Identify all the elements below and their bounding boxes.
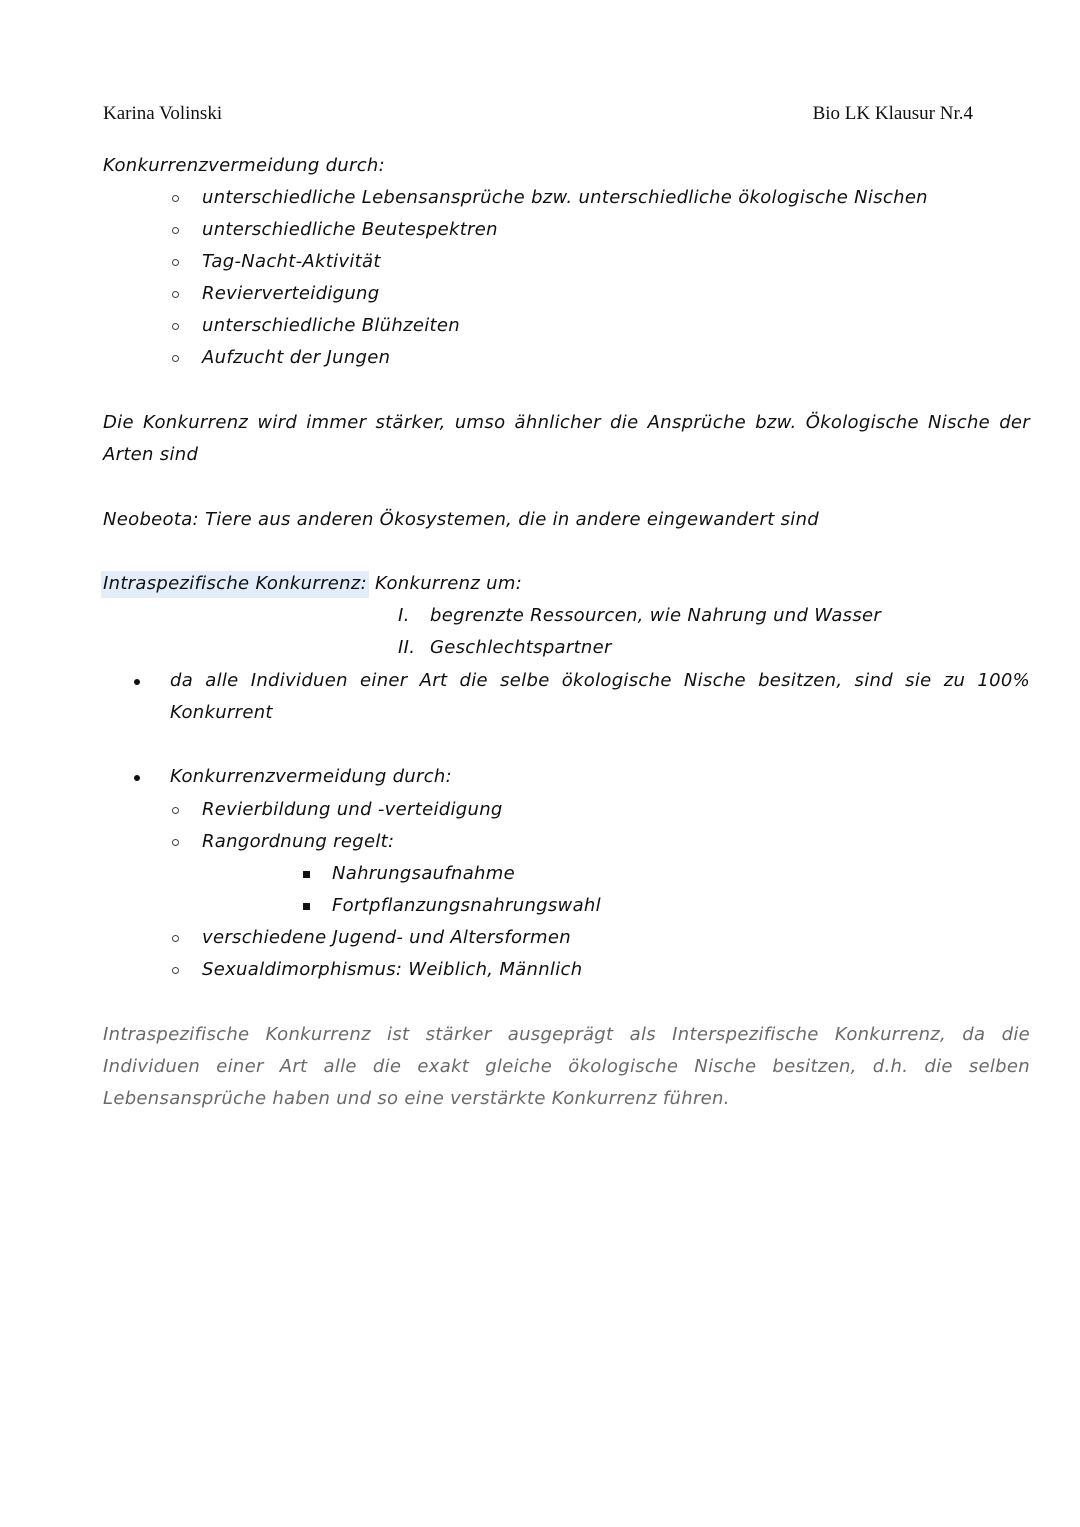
header-author: Karina Volinski: [103, 103, 223, 124]
circle-bullet-icon: [172, 967, 179, 974]
intra-term: Intraspezifische Konkurrenz:: [101, 571, 369, 598]
circle-bullet-icon: [172, 355, 179, 362]
circle-bullet-icon: [172, 227, 179, 234]
numbered-item: begrenzte Ressourcen, wie Nahrung und Wasser: [430, 605, 882, 626]
bullet-title: Konkurrenzvermeidung durch:: [170, 766, 452, 787]
list-item: Sexualdimorphismus: Weiblich, Männlich: [202, 959, 583, 980]
square-bullet-icon: [303, 903, 310, 910]
intra-heading: [103, 568, 522, 600]
circle-bullet-icon: [172, 195, 179, 202]
paragraph-line: Die Konkurrenz wird immer stärker, umso ähnlicher die Ansprüche bzw. Ökologische Nische der: [103, 412, 1030, 433]
square-bullet-icon: [303, 871, 310, 878]
list-item: Tag-Nacht-Aktivität: [202, 251, 381, 272]
section1-title: Konkurrenzvermeidung durch:: [103, 155, 385, 176]
circle-bullet-icon: [172, 839, 179, 846]
conclusion-line: Intraspezifische Konkurrenz ist stärker ausgeprägt als Interspezifische Konkurrenz, da die: [103, 1024, 1030, 1045]
bullet-text: Konkurrent: [170, 702, 273, 723]
header-course: Bio LK Klausur Nr.4: [812, 103, 973, 124]
numbered-marker: I.: [398, 605, 410, 626]
dot-bullet-icon: [134, 679, 140, 685]
list-item: unterschiedliche Blühzeiten: [202, 315, 460, 336]
circle-bullet-icon: [172, 935, 179, 942]
list-item: unterschiedliche Beutespektren: [202, 219, 498, 240]
bullet-text: da alle Individuen einer Art die selbe ökologische Nische besitzen, sind sie zu 100%: [170, 670, 1030, 691]
list-item: Revierverteidigung: [202, 283, 380, 304]
conclusion-line: Lebensansprüche haben und so eine verstärkte Konkurrenz führen.: [103, 1088, 730, 1109]
circle-bullet-icon: [172, 323, 179, 330]
numbered-marker: II.: [398, 637, 416, 658]
list-item: verschiedene Jugend- und Altersformen: [202, 927, 571, 948]
dot-bullet-icon: [134, 775, 140, 781]
intra-rest: Konkurrenz um:: [368, 573, 523, 594]
neobiota-definition: Neobeota: Tiere aus anderen Ökosystemen, die in andere eingewandert sind: [103, 509, 820, 530]
circle-bullet-icon: [172, 807, 179, 814]
list-item: Fortpflanzungsnahrungswahl: [332, 895, 601, 916]
list-item: Nahrungsaufnahme: [332, 863, 515, 884]
list-item: unterschiedliche Lebensansprüche bzw. unterschiedliche ökologische Nischen: [202, 187, 928, 208]
circle-bullet-icon: [172, 259, 179, 266]
numbered-item: Geschlechtspartner: [430, 637, 612, 658]
list-item: Revierbildung und -verteidigung: [202, 799, 503, 820]
circle-bullet-icon: [172, 291, 179, 298]
list-item: Aufzucht der Jungen: [202, 347, 391, 368]
list-item: Rangordnung regelt:: [202, 831, 395, 852]
conclusion-line: Individuen einer Art alle die exakt gleiche ökologische Nische besitzen, d.h. die selben: [103, 1056, 1030, 1077]
paragraph-line: Arten sind: [103, 444, 199, 465]
